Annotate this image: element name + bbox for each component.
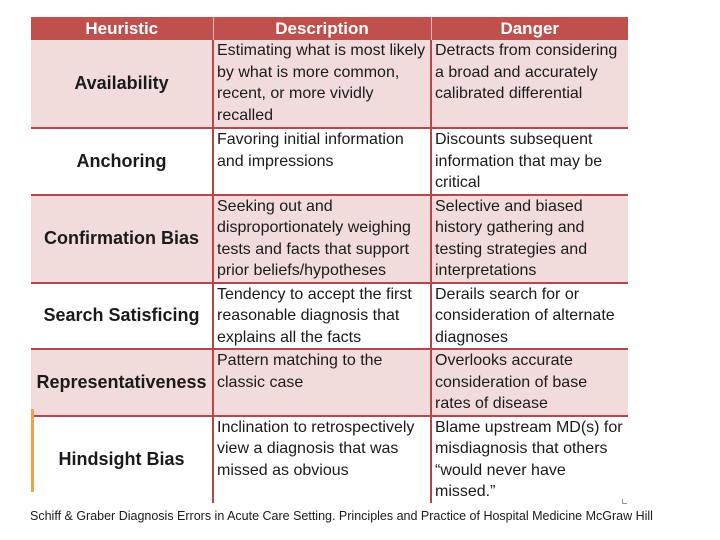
header-heuristic: Heuristic — [31, 17, 213, 40]
table-row — [31, 283, 628, 350]
heuristic-cell: Confirmation Bias — [31, 195, 213, 283]
description-cell: Pattern matching to the classic case — [213, 349, 431, 416]
header-description: Description — [213, 17, 431, 40]
table-row — [31, 349, 628, 416]
table-row — [31, 40, 628, 128]
table-row — [31, 128, 628, 195]
table-row — [31, 416, 628, 503]
corner-mark — [622, 499, 627, 504]
danger-cell: Derails search for or consideration of alternate diagnoses — [431, 283, 628, 350]
description-cell: Estimating what is most likely by what is more common, recent, or more vividly recalled — [213, 40, 431, 128]
heuristics-table — [31, 17, 628, 503]
citation-caption: Schiff & Graber Diagnosis Errors in Acute Care Setting. Principles and Practice of Hospital Medicine McGraw Hill — [30, 509, 653, 523]
description-cell: Seeking out and disproportionately weighing tests and facts that support prior beliefs/hypotheses — [213, 195, 431, 283]
heuristics-table-slide — [31, 17, 628, 500]
heuristic-cell: Search Satisficing — [31, 283, 213, 350]
description-cell: Favoring initial information and impressions — [213, 128, 431, 195]
danger-cell: Selective and biased history gathering and testing strategies and interpretations — [431, 195, 628, 283]
heuristic-cell: Availability — [31, 40, 213, 128]
heuristic-cell: Representativeness — [31, 349, 213, 416]
danger-cell: Blame upstream MD(s) for misdiagnosis that others “would never have missed.” — [431, 416, 628, 503]
danger-cell: Discounts subsequent information that may be critical — [431, 128, 628, 195]
header-danger: Danger — [431, 17, 628, 40]
description-cell: Inclination to retrospectively view a diagnosis that was missed as obvious — [213, 416, 431, 503]
accent-bar — [31, 409, 34, 492]
danger-cell: Overlooks accurate consideration of base rates of disease — [431, 349, 628, 416]
heuristic-cell: Hindsight Bias — [31, 416, 213, 503]
table-header-row — [31, 17, 628, 40]
heuristic-cell: Anchoring — [31, 128, 213, 195]
table-row — [31, 195, 628, 283]
danger-cell: Detracts from considering a broad and accurately calibrated differential — [431, 40, 628, 128]
description-cell: Tendency to accept the first reasonable diagnosis that explains all the facts — [213, 283, 431, 350]
